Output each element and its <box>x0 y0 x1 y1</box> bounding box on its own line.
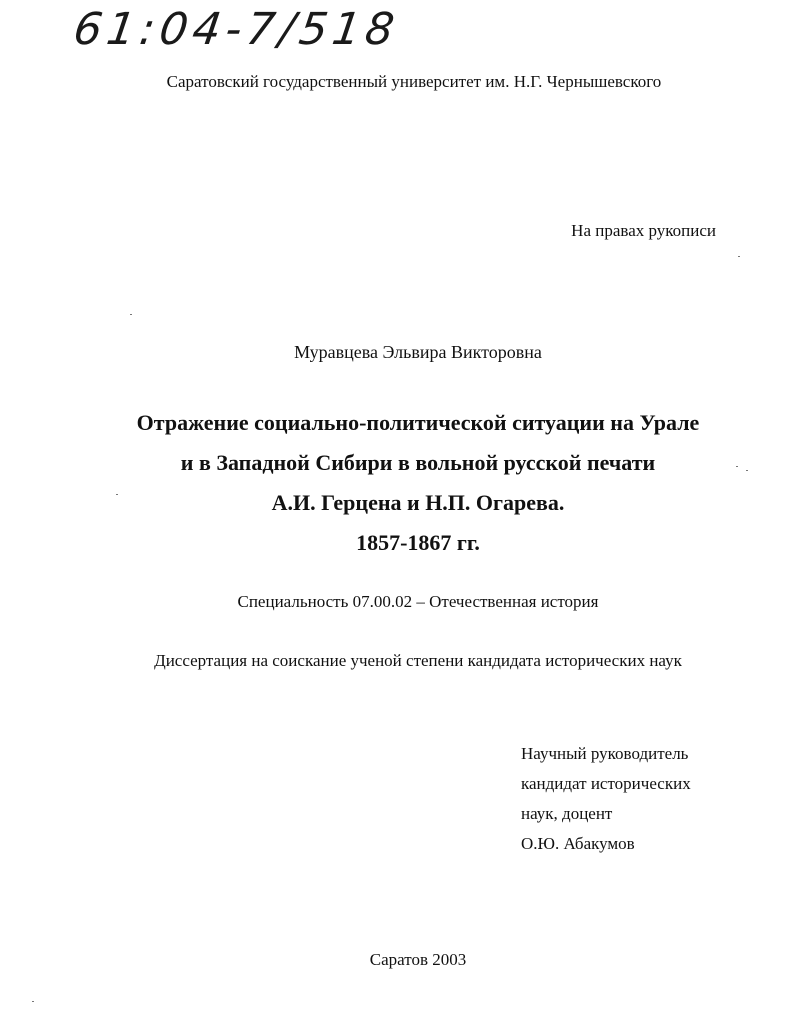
dissertation-degree-line: Диссертация на соискание ученой степени кандидата исторических наук <box>154 651 682 670</box>
scan-speck <box>736 466 738 467</box>
supervisor-line-1: Научный руководитель <box>521 744 689 763</box>
handwritten-catalog-code: 61:04-7/518 <box>70 4 403 55</box>
title-line-2: и в Западной Сибири в вольной русской печати <box>180 450 656 475</box>
supervisor-line-2: кандидат исторических <box>521 774 691 793</box>
scan-speck <box>746 470 748 471</box>
title-line-3: А.И. Герцена и Н.П. Огарева. <box>271 490 565 515</box>
scan-speck <box>32 1001 34 1002</box>
scan-speck <box>130 314 132 315</box>
title-line-4: 1857-1867 гг. <box>356 530 480 555</box>
scan-speck <box>116 494 118 495</box>
supervisor-line-3: наук, доцент <box>521 804 613 823</box>
dissertation-title <box>22 403 792 563</box>
supervisor-line-4: О.Ю. Абакумов <box>521 834 635 853</box>
author-name: Муравцева Эльвира Викторовна <box>294 342 542 362</box>
scan-speck <box>738 256 740 257</box>
title-line-1: Отражение социально-политической ситуации на Урале <box>136 410 700 435</box>
city-year: Саратов 2003 <box>369 950 467 969</box>
supervisor-block <box>521 739 691 859</box>
specialty-line: Специальность 07.00.02 – Отечественная история <box>237 592 599 611</box>
university-name: Саратовский государственный университет им. Н.Г. Чернышевского <box>166 72 662 91</box>
manuscript-rights-note: На правах рукописи <box>571 221 716 240</box>
